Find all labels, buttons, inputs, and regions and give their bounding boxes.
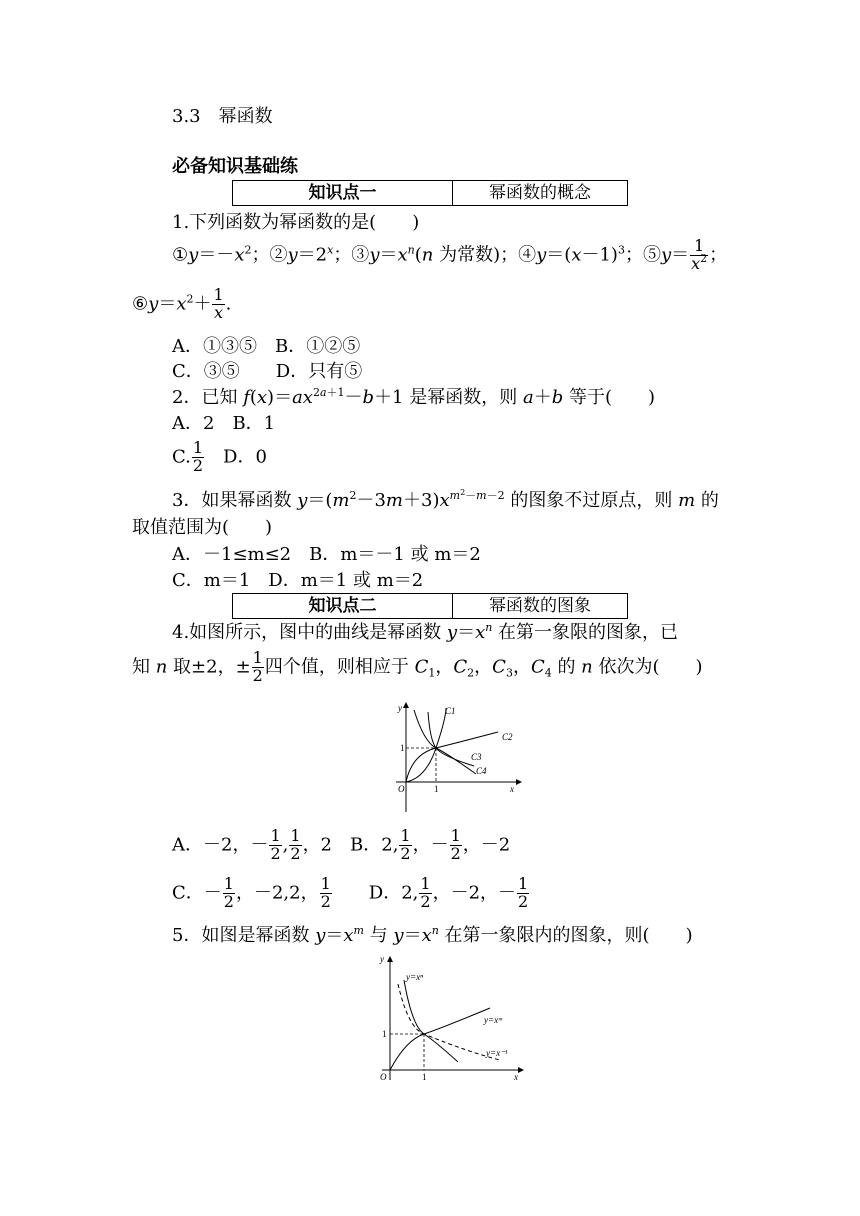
q1-stem: 1.下列函数为幂函数的是( ) — [172, 212, 420, 233]
curve-y-x-n — [404, 980, 458, 1062]
label-c3: C3 — [471, 752, 482, 762]
q5-stem: 5．如图是幂函数 $y=x^m$ 与 $y=x^n$ 在第一象限内的图象，则( ) — [172, 924, 693, 946]
origin-label: O — [380, 1072, 387, 1082]
curve-y-x-m — [390, 1008, 490, 1070]
x-tick-1: 1 — [434, 784, 439, 794]
q2-option-ab: A．2 B．1 — [172, 413, 276, 434]
curve-c4 — [414, 710, 476, 774]
q4-stem: 4.如图所示，图中的曲线是幂函数 $y=x^n$ 在第一象限的图象，已 — [172, 621, 679, 643]
kp2-label: 知识点二 — [233, 594, 453, 618]
axis-label-y: y — [380, 954, 384, 964]
kp2-topic: 幂函数的图象 — [489, 596, 591, 616]
label-y-x-n: y=xⁿ — [406, 972, 423, 982]
q4-figure — [388, 700, 528, 815]
q2-stem: 2．已知 $f(x)=ax^{2a+1}-b+1$ 是幂函数，则 a＋b 等于( ) — [172, 386, 656, 408]
label-c4: C4 — [476, 766, 487, 776]
knowledge-point-2-table — [232, 593, 628, 619]
q3-stem-line2: 取值范围为( ) — [132, 517, 273, 538]
q4-option-ab: A．－2，－ $\frac{1}{2}$ , $\frac{1}{2}$ ，2 B．2, $\frac{1}{2}$ ，－ $\frac{1}{2}$ ，－2 — [172, 826, 511, 863]
q1-functions-line1: $①y=-x^2$；$②y=2^x$；$③y=x^n(n$ 为常数)；$④y=(x-1)^3$；⑤y＝ $\frac{1}{x^2}$ ； — [172, 236, 728, 273]
section-title: 3.3 幂函数 — [172, 106, 273, 127]
axis-label-y: y — [398, 703, 402, 713]
q3-option-ab: A．－1≤m≤2 B．m＝－1 或 m＝2 — [172, 544, 481, 565]
y-tick-1: 1 — [400, 743, 405, 753]
curve-c3 — [428, 712, 474, 766]
q4-option-cd: C．－ $\frac{1}{2}$ ，－2,2， $\frac{1}{2}$ D．2, $\frac{1}{2}$ ，－2，－ $\frac{1}{2}$ — [172, 874, 529, 911]
knowledge-point-1-table — [232, 180, 628, 206]
kp1-label: 知识点一 — [233, 181, 453, 205]
q3-stem: 3．如果幂函数 $y=(m^2-3m+3)x^{m^2-m-2}$ 的图象不过原点，则 m 的 — [172, 488, 719, 511]
axis-label-x: x — [514, 1072, 518, 1082]
q1-option-ab: A．①③⑤ B．①②⑤ — [172, 336, 361, 357]
label-c2: C2 — [502, 732, 513, 742]
q1-functions-line2: $⑥y=x^2+$ $\frac{1}{x}$ . — [132, 285, 232, 322]
q4-stem-line2: 知 n 取±2，± $\frac{1}{2}$ 四个值，则相应于 $C_1$，$C_2$，$C_3$，$C_4$ 的 n 依次为( ) — [132, 648, 703, 685]
y-tick-1: 1 — [382, 1029, 387, 1039]
q3-option-cd: C．m＝1 D．m＝1 或 m＝2 — [172, 570, 424, 591]
label-y-x-m: y=xᵐ — [484, 1015, 502, 1025]
kp1-topic: 幂函数的概念 — [489, 183, 591, 203]
q2-option-d: D．0 — [223, 446, 267, 468]
q2-option-cd: C. $\frac{1}{2}$ D．0 — [172, 438, 267, 475]
axis-label-x: x — [510, 784, 514, 794]
section-subtitle: 必备知识基础练 — [172, 156, 298, 177]
label-y-x-inverse: y=x⁻¹ — [486, 1048, 508, 1058]
q1-option-cd: C．③⑤ D．只有⑤ — [172, 361, 363, 382]
x-tick-1: 1 — [422, 1072, 427, 1082]
label-c1: C1 — [445, 706, 456, 716]
origin-label: O — [398, 784, 405, 794]
q5-figure — [372, 950, 532, 1085]
curve-c1 — [406, 708, 446, 782]
